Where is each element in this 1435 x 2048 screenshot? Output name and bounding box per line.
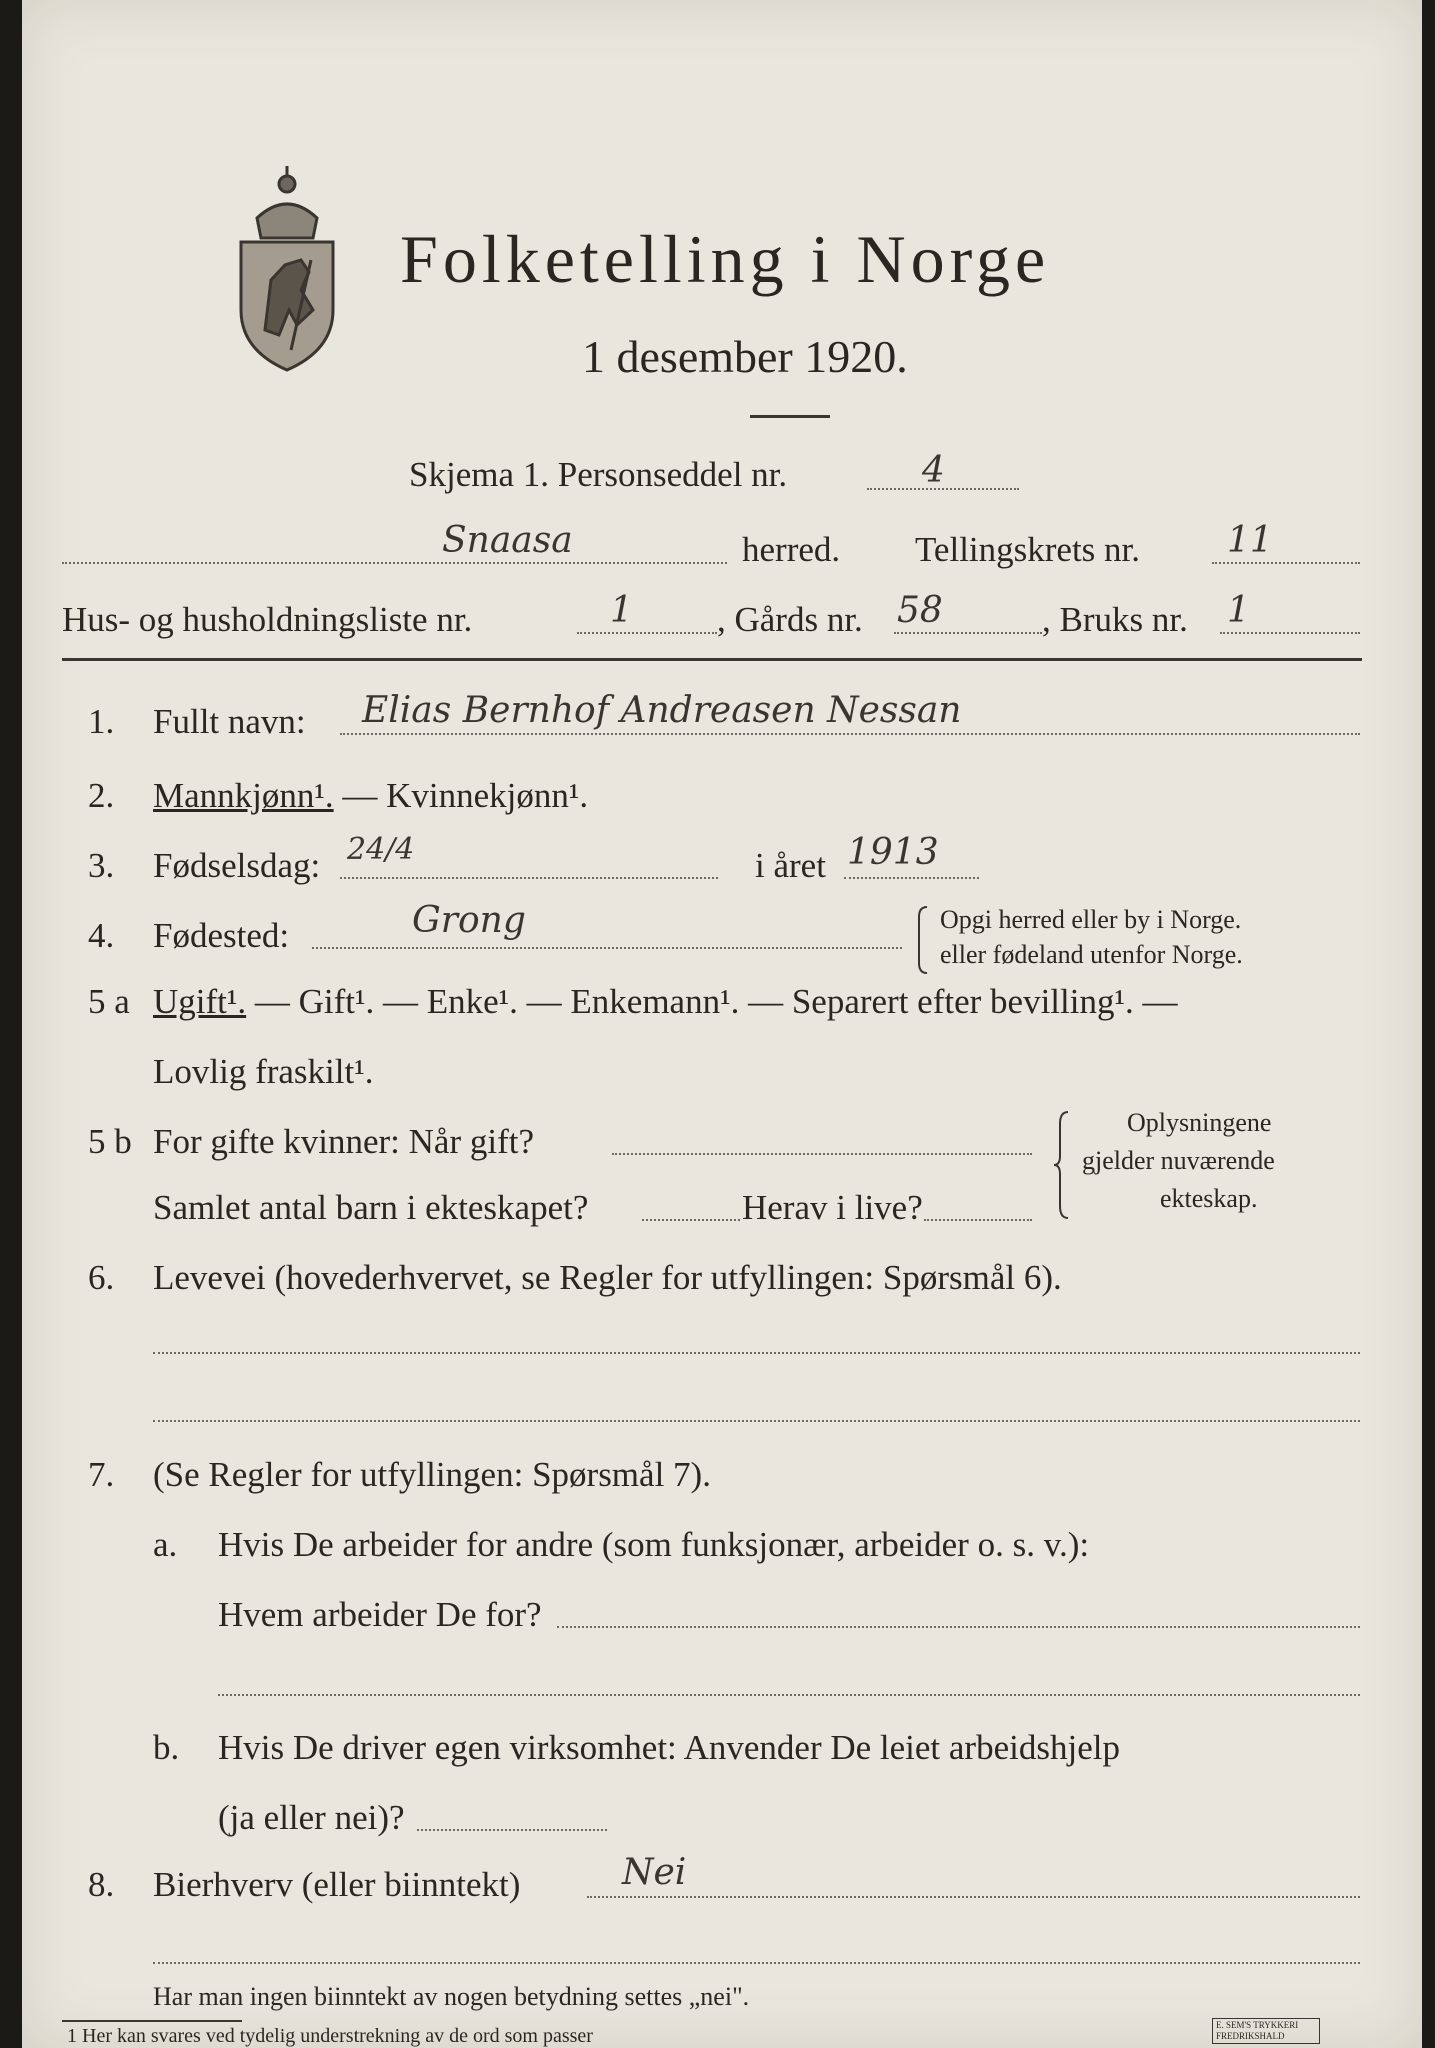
birth-year-value: 1913 <box>847 832 939 873</box>
household-list-value: 1 <box>610 590 633 631</box>
q2-separator: — <box>333 776 387 815</box>
full-name-value: Elias Bernhof Andreasen Nessan <box>362 690 962 731</box>
q7-number: 7. <box>88 1455 115 1494</box>
household-list-label: Hus- og husholdningsliste nr. <box>62 600 473 639</box>
occupation-field-line-2 <box>153 1420 1360 1422</box>
footnote: 1 Her kan svares ved tydelig understrekning av de ord som passer <box>67 2025 593 2047</box>
year-label: i året <box>755 846 826 885</box>
q4-number: 4. <box>88 916 115 955</box>
q4-note-line1: Opgi herred eller by i Norge. <box>940 905 1242 934</box>
q6-label: Levevei (hovederhvervet, se Regler for utfyllingen: Spørsmål 6). <box>153 1258 1062 1297</box>
children-label: Samlet antal barn i ekteskapet? <box>153 1188 589 1227</box>
herred-label: herred. <box>742 530 841 569</box>
unmarried-option-underlined: Ugift¹. <box>153 982 247 1021</box>
q7a-employer-label: Hvem arbeider De for? <box>218 1595 542 1634</box>
occupation-field-line-1 <box>153 1352 1360 1354</box>
household-field-line <box>577 632 717 634</box>
q7b-hired-help-label: (ja eller nei)? <box>218 1798 405 1837</box>
q5b-number: 5 b <box>88 1122 132 1161</box>
female-option: Kvinnekjønn¹. <box>386 776 589 815</box>
form-title: Folketelling i Norge <box>400 221 1051 297</box>
birthdate-field-line <box>340 877 718 879</box>
coat-of-arms-icon <box>227 160 347 375</box>
male-option-underlined: Mannkjønn¹. <box>153 776 334 815</box>
marital-options-rest: — Gift¹. — Enke¹. — Enkemann¹. — Separert efter bevilling¹. — <box>246 982 1178 1021</box>
hired-help-field-line <box>417 1829 607 1831</box>
q5a-number: 5 a <box>88 982 130 1021</box>
birthplace-value: Grong <box>412 900 526 941</box>
q5b-note-line3: ekteskap. <box>1160 1184 1258 1213</box>
q2-number: 2. <box>88 776 115 815</box>
footnote-rule <box>62 2020 242 2022</box>
gards-value: 58 <box>897 590 943 631</box>
bruks-field-line <box>1220 632 1360 634</box>
birthplace-field-line <box>312 947 902 949</box>
q1-number: 1. <box>88 702 115 741</box>
q7a-letter: a. <box>153 1525 178 1564</box>
children-field-line <box>642 1219 740 1221</box>
q8-label: Bierhverv (eller biinntekt) <box>153 1865 521 1904</box>
tellingskrets-label: Tellingskrets nr. <box>915 530 1141 569</box>
q3-label: Fødselsdag: <box>153 846 321 885</box>
gards-field-line <box>894 632 1042 634</box>
q7-label: (Se Regler for utfyllingen: Spørsmål 7). <box>153 1455 711 1494</box>
q8-number: 8. <box>88 1865 115 1904</box>
printer-stamp: E. SEM'S TRYKKERI FREDRIKSHALD <box>1212 2018 1320 2044</box>
q1-label: Fullt navn: <box>153 702 306 741</box>
living-field-line <box>924 1219 1032 1221</box>
living-label: Herav i live? <box>742 1188 923 1227</box>
header-divider <box>62 658 1362 661</box>
q7a-text: Hvis De arbeider for andre (som funksjonær, arbeider o. s. v.): <box>218 1525 1090 1564</box>
herred-value: Snaasa <box>442 520 573 561</box>
title-divider <box>750 415 830 418</box>
q7b-text: Hvis De driver egen virksomhet: Anvender De leiet arbeidshjelp <box>218 1728 1120 1767</box>
year-field-line <box>844 877 979 879</box>
q5a-divorced-option: Lovlig fraskilt¹. <box>153 1052 374 1091</box>
employer-field-line-2 <box>218 1694 1360 1696</box>
footer-note: Har man ingen biinntekt av nogen betydning settes „nei". <box>153 1982 750 2011</box>
brace-icon <box>915 905 931 975</box>
q5b-note-line1: Oplysningene <box>1127 1108 1272 1137</box>
side-income-field-line-2 <box>153 1962 1360 1964</box>
q4-label: Fødested: <box>153 916 290 955</box>
employer-field-line <box>557 1626 1360 1628</box>
brace-icon <box>1052 1110 1072 1220</box>
bruks-value: 1 <box>1227 590 1250 631</box>
q4-note-line2: eller fødeland utenfor Norge. <box>940 940 1243 969</box>
q6-number: 6. <box>88 1258 115 1297</box>
q2-options <box>153 776 588 816</box>
tellingskrets-value: 11 <box>1227 520 1273 561</box>
herred-field-line <box>62 562 727 564</box>
schema-label: Skjema 1. Personseddel nr. <box>409 455 788 494</box>
bruks-label: , Bruks nr. <box>1042 600 1188 639</box>
census-form <box>22 0 1422 2048</box>
side-income-field-line <box>587 1896 1360 1898</box>
q5b-note-line2: gjelder nuværende <box>1082 1146 1275 1175</box>
q1-field-line <box>340 733 1360 735</box>
birthdate-value: 24/4 <box>347 832 415 867</box>
married-when-field-line <box>612 1153 1032 1155</box>
q5b-married-label: For gifte kvinner: Når gift? <box>153 1122 535 1161</box>
q5a-options <box>153 982 1177 1022</box>
gards-label: , Gårds nr. <box>717 600 863 639</box>
q3-number: 3. <box>88 846 115 885</box>
q7b-letter: b. <box>153 1728 180 1767</box>
side-income-value: Nei <box>622 1852 687 1893</box>
schema-number-value: 4 <box>922 450 945 491</box>
tellingskrets-field-line <box>1212 562 1360 564</box>
census-date: 1 desember 1920. <box>582 331 908 382</box>
